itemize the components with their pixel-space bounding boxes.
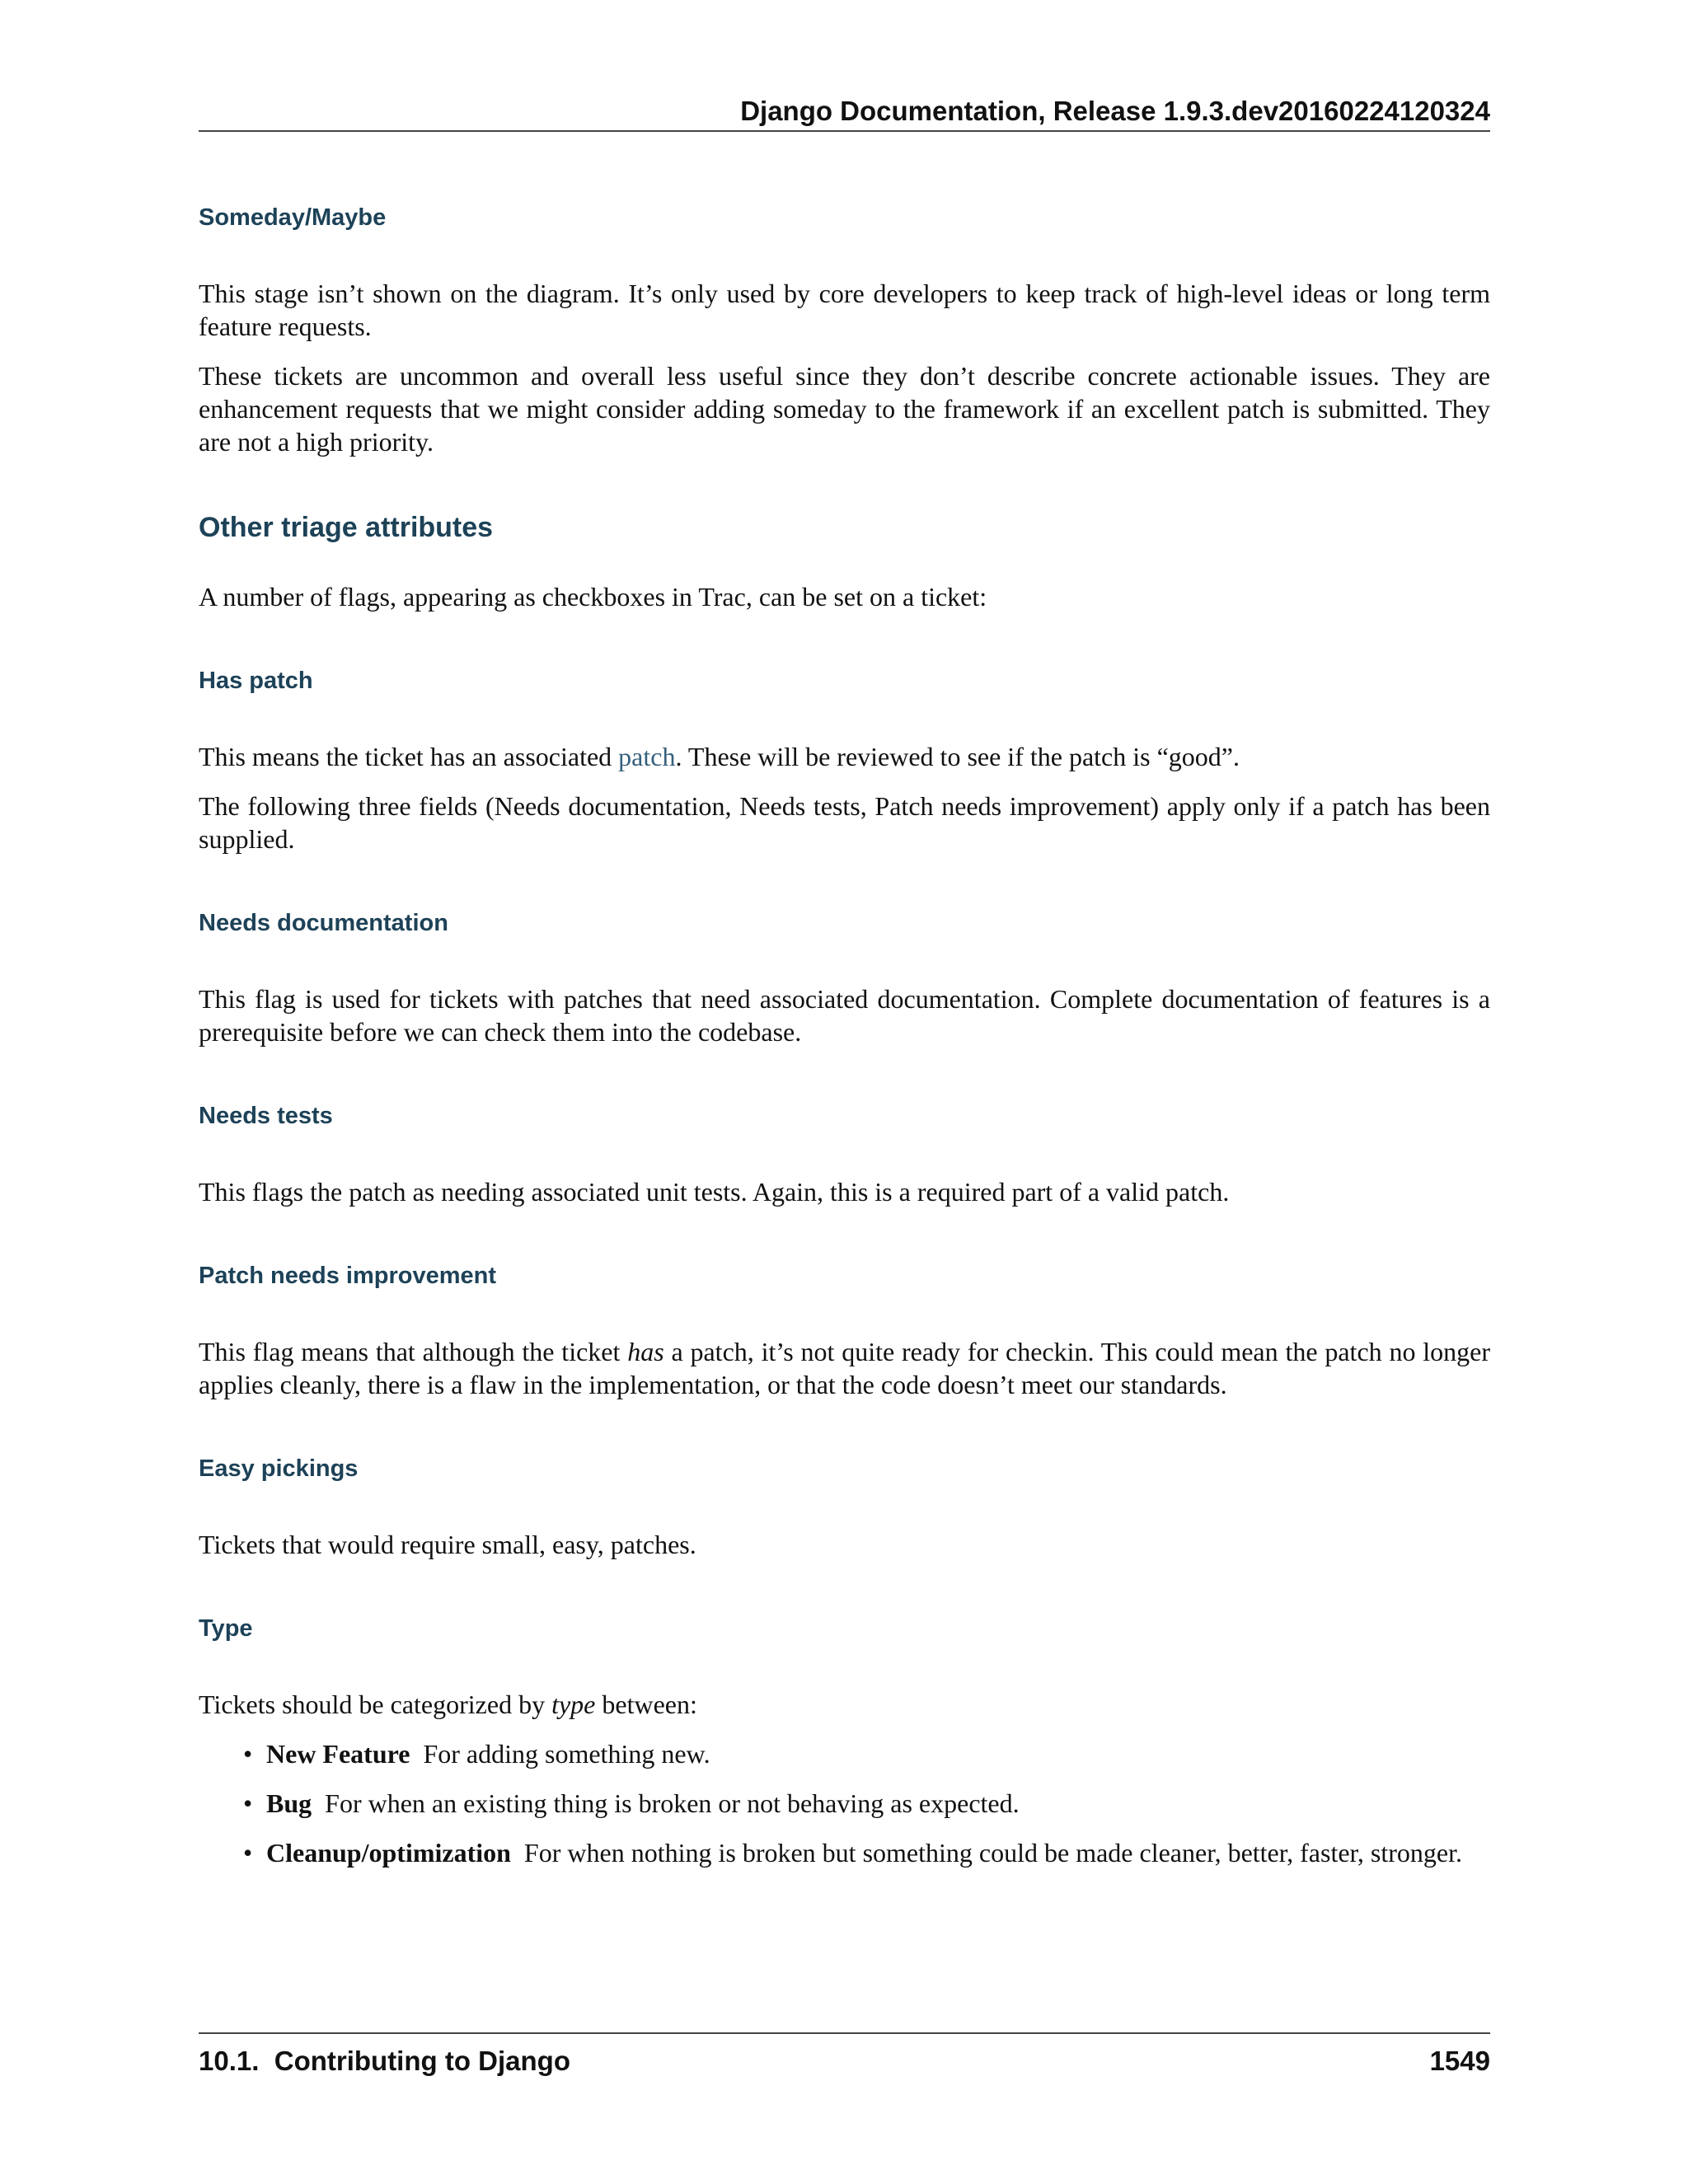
has-patch-text-after: . These will be reviewed to see if the patch is “good”. [675, 742, 1240, 771]
list-item [243, 1836, 1490, 1869]
bullet-icon: • [243, 1838, 253, 1868]
list-item-term: New Feature [266, 1739, 410, 1769]
patch-link[interactable]: patch [618, 742, 676, 771]
type-intro-before: Tickets should be categorized by [199, 1690, 552, 1719]
paragraph-needs-documentation: This flag is used for tickets with patches that need associated documentation. Complete documentation of features is a prerequisite before we can check them into the codebase. [199, 984, 1490, 1047]
paragraph-needs-tests: This flags the patch as needing associated unit tests. Again, this is a required part of a valid patch. [199, 1177, 1230, 1207]
heading-someday-maybe: Someday/Maybe [199, 204, 387, 231]
list-item-description: For when an existing thing is broken or not behaving as expected. [325, 1788, 1020, 1818]
list-item [243, 1787, 1490, 1820]
pni-text-before: This flag means that although the ticket [199, 1337, 628, 1366]
running-footer [199, 2032, 1490, 2082]
bullet-icon: • [243, 1788, 253, 1818]
bullet-icon: • [243, 1739, 253, 1769]
heading-patch-needs-improvement: Patch needs improvement [199, 1263, 496, 1289]
pni-emphasis: has [627, 1337, 664, 1366]
footer-section-title: 10.1. Contributing to Django [199, 2046, 570, 2076]
list-item-term: Bug [266, 1788, 312, 1818]
heading-easy-pickings: Easy pickings [199, 1455, 359, 1482]
document-page [199, 0, 1490, 2184]
list-item-description: For when nothing is broken but something could be made cleaner, better, faster, stronger. [523, 1838, 1462, 1868]
heading-other-triage-attributes: Other triage attributes [199, 512, 494, 543]
paragraph-has-patch-2: The following three fields (Needs documentation, Needs tests, Patch needs improvement) apply only if a patch has been supplied. [199, 791, 1490, 854]
type-intro-after: between: [595, 1690, 697, 1719]
list-item-description: For adding something new. [423, 1739, 710, 1769]
paragraph-someday-1: This stage isn’t shown on the diagram. It’s only used by core developers to keep track of high-level ideas or long term feature requests. [199, 279, 1490, 341]
paragraph-easy-pickings: Tickets that would require small, easy, patches. [199, 1530, 696, 1559]
page-number: 1549 [1429, 2046, 1490, 2076]
paragraph-other-triage-intro: A number of flags, appearing as checkboxes in Trac, can be set on a ticket: [199, 582, 987, 612]
page-content [199, 201, 1490, 1886]
has-patch-text-before: This means the ticket has an associated [199, 742, 619, 771]
heading-needs-tests: Needs tests [199, 1103, 333, 1129]
heading-has-patch: Has patch [199, 668, 313, 694]
running-header: Django Documentation, Release 1.9.3.dev20160224120324 [199, 92, 1490, 132]
paragraph-someday-2: These tickets are uncommon and overall less useful since they don’t describe concrete actionable issues. They are enhancement requests that we might consider adding someday to the framework if an excellent patch is submitted. They are not a high priority. [199, 361, 1490, 457]
paragraph-type-intro [199, 1688, 1490, 1721]
list-item-term: Cleanup/optimization [266, 1838, 511, 1868]
heading-type: Type [199, 1615, 253, 1642]
paragraph-patch-needs-improvement [199, 1335, 1490, 1401]
type-intro-emphasis: type [551, 1690, 596, 1719]
list-item [243, 1737, 1490, 1770]
pni-text-after: a patch, it’s not quite ready for checkin. This could mean the patch no longer applies cleanly, there is a flaw in the implementation, or that the code doesn’t meet our standards. [199, 1337, 1491, 1399]
type-list [199, 1737, 1490, 1869]
heading-needs-documentation: Needs documentation [199, 910, 448, 936]
paragraph-has-patch-1 [199, 740, 1490, 773]
